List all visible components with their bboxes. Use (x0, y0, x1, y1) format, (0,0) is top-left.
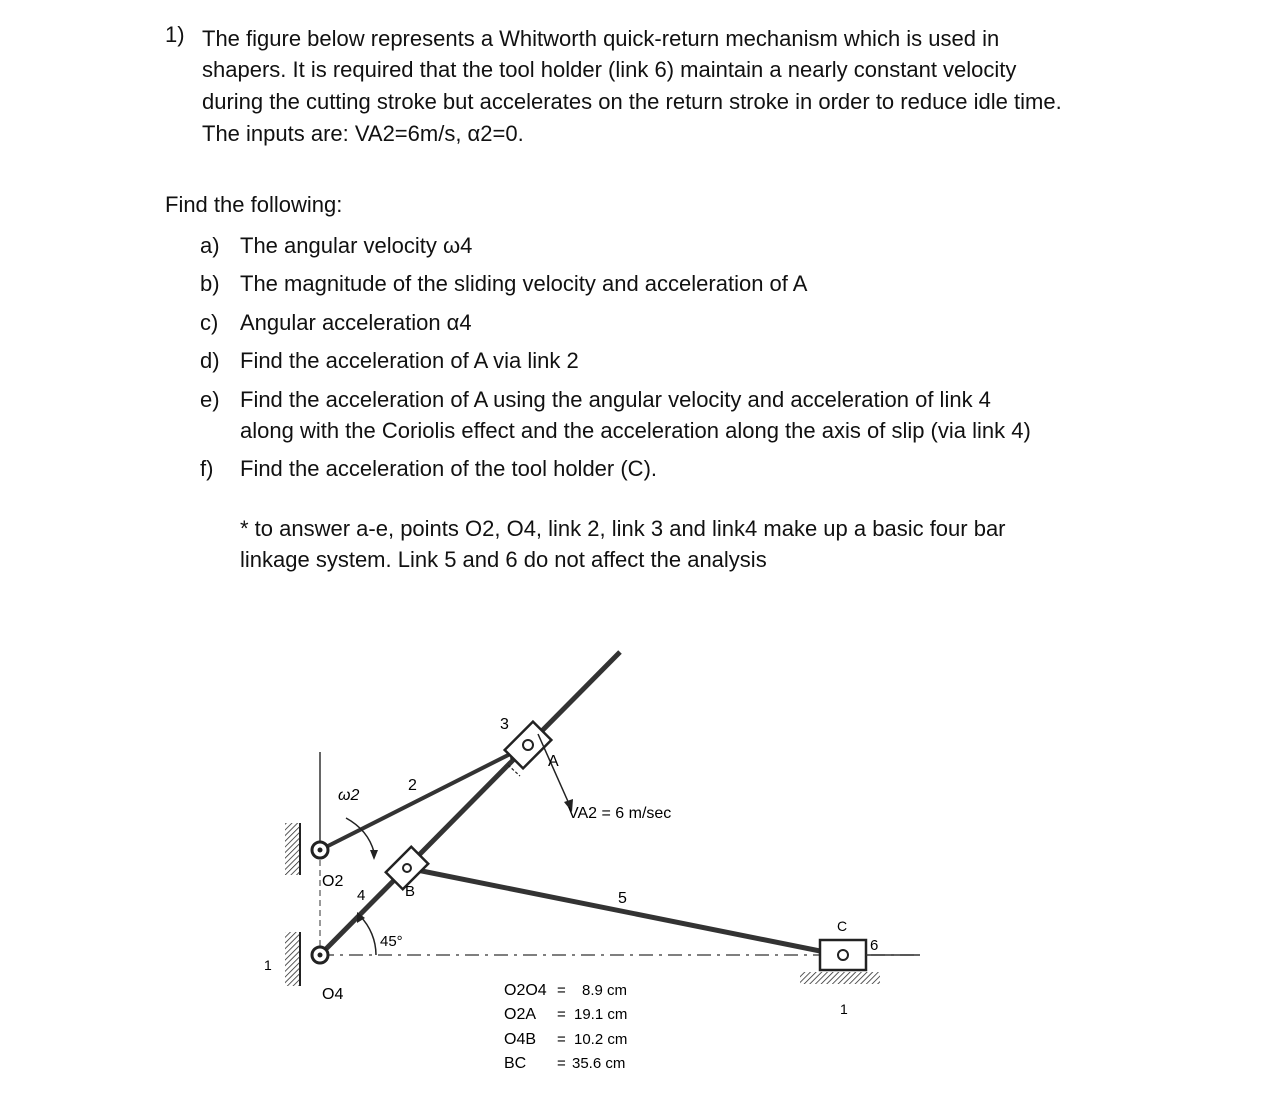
label-omega2: ω2 (338, 787, 360, 804)
link-4 (320, 652, 620, 955)
angle-arc (360, 916, 376, 955)
find-heading: Find the following: (165, 192, 343, 217)
dim-o2a-eq: = (557, 1006, 566, 1023)
item-f-text: Find the acceleration of the tool holder (C). (240, 456, 658, 481)
velocity-arrow (538, 734, 570, 806)
dim-bc-eq: = (557, 1055, 566, 1072)
item-b-text: The magnitude of the sliding velocity and acceleration of A (240, 271, 808, 296)
item-a-text: The angular velocity ω4 (240, 233, 473, 258)
label-link-6: 6 (870, 937, 879, 954)
label-velocity: VA2 = 6 m/sec (568, 805, 672, 822)
item-a-label: a) (200, 233, 220, 258)
item-f-label: f) (200, 456, 214, 481)
label-link-3: 3 (500, 716, 509, 733)
label-ground-1-right: 1 (840, 1001, 848, 1017)
question-line-1: The figure below represents a Whitworth quick-return mechanism which is used in (202, 26, 1000, 51)
label-point-c: C (837, 918, 848, 934)
item-e-text-2: along with the Coriolis effect and the acceleration along the axis of slip (via link 4) (240, 418, 1031, 443)
pin-b (403, 864, 411, 872)
dim-o2o4-name: O2O4 (504, 982, 547, 999)
ground-hatch-o4 (285, 932, 299, 986)
question-number: 1) (165, 22, 185, 47)
dim-o4b-value: 10.2 cm (574, 1031, 628, 1048)
item-d-text: Find the acceleration of A via link 2 (240, 348, 579, 373)
link-5 (407, 868, 840, 955)
label-angle: 45° (380, 933, 403, 950)
question-line-3: during the cutting stroke but accelerates on the return stroke in order to reduce idle time. (202, 89, 1062, 114)
note-line-2: linkage system. Link 5 and 6 do not affect the analysis (240, 547, 767, 572)
label-o2: O2 (322, 873, 344, 890)
item-c-label: c) (200, 310, 219, 335)
label-point-a: A (548, 753, 559, 770)
pin-c (838, 950, 848, 960)
mechanism-figure (0, 600, 1284, 1100)
label-o4: O4 (322, 986, 344, 1003)
note-line-1: * to answer a-e, points O2, O4, link 2, link 3 and link4 make up a basic four bar (240, 516, 1006, 541)
dim-o4b-eq: = (557, 1031, 566, 1048)
label-point-b: B (405, 883, 416, 900)
ground-hatch-c (800, 972, 880, 984)
ground-hatch-o2 (285, 823, 299, 875)
item-c-text: Angular acceleration α4 (240, 310, 472, 335)
item-e-text-1: Find the acceleration of A using the angular velocity and acceleration of link 4 (240, 387, 991, 412)
question-line-2: shapers. It is required that the tool holder (link 6) maintain a nearly constant velocity (202, 57, 1017, 82)
item-e-label: e) (200, 387, 220, 412)
dim-o2o4-eq: = (557, 982, 566, 999)
label-link-5: 5 (618, 890, 627, 907)
label-link-4: 4 (357, 887, 366, 904)
pin-a (523, 740, 533, 750)
question-line-4: The inputs are: VA2=6m/s, α2=0. (202, 121, 524, 146)
item-d-label: d) (200, 348, 220, 373)
dim-bc-value: 35.6 cm (572, 1055, 626, 1072)
dim-o2o4-value: 8.9 cm (582, 982, 628, 999)
dim-o2a-name: O2A (504, 1006, 537, 1023)
label-ground-1-left: 1 (264, 957, 272, 973)
label-link-2: 2 (408, 777, 417, 794)
dim-bc-name: BC (504, 1055, 527, 1072)
item-b-label: b) (200, 271, 220, 296)
dim-o4b-name: O4B (504, 1031, 537, 1048)
dim-o2a-value: 19.1 cm (574, 1006, 628, 1023)
